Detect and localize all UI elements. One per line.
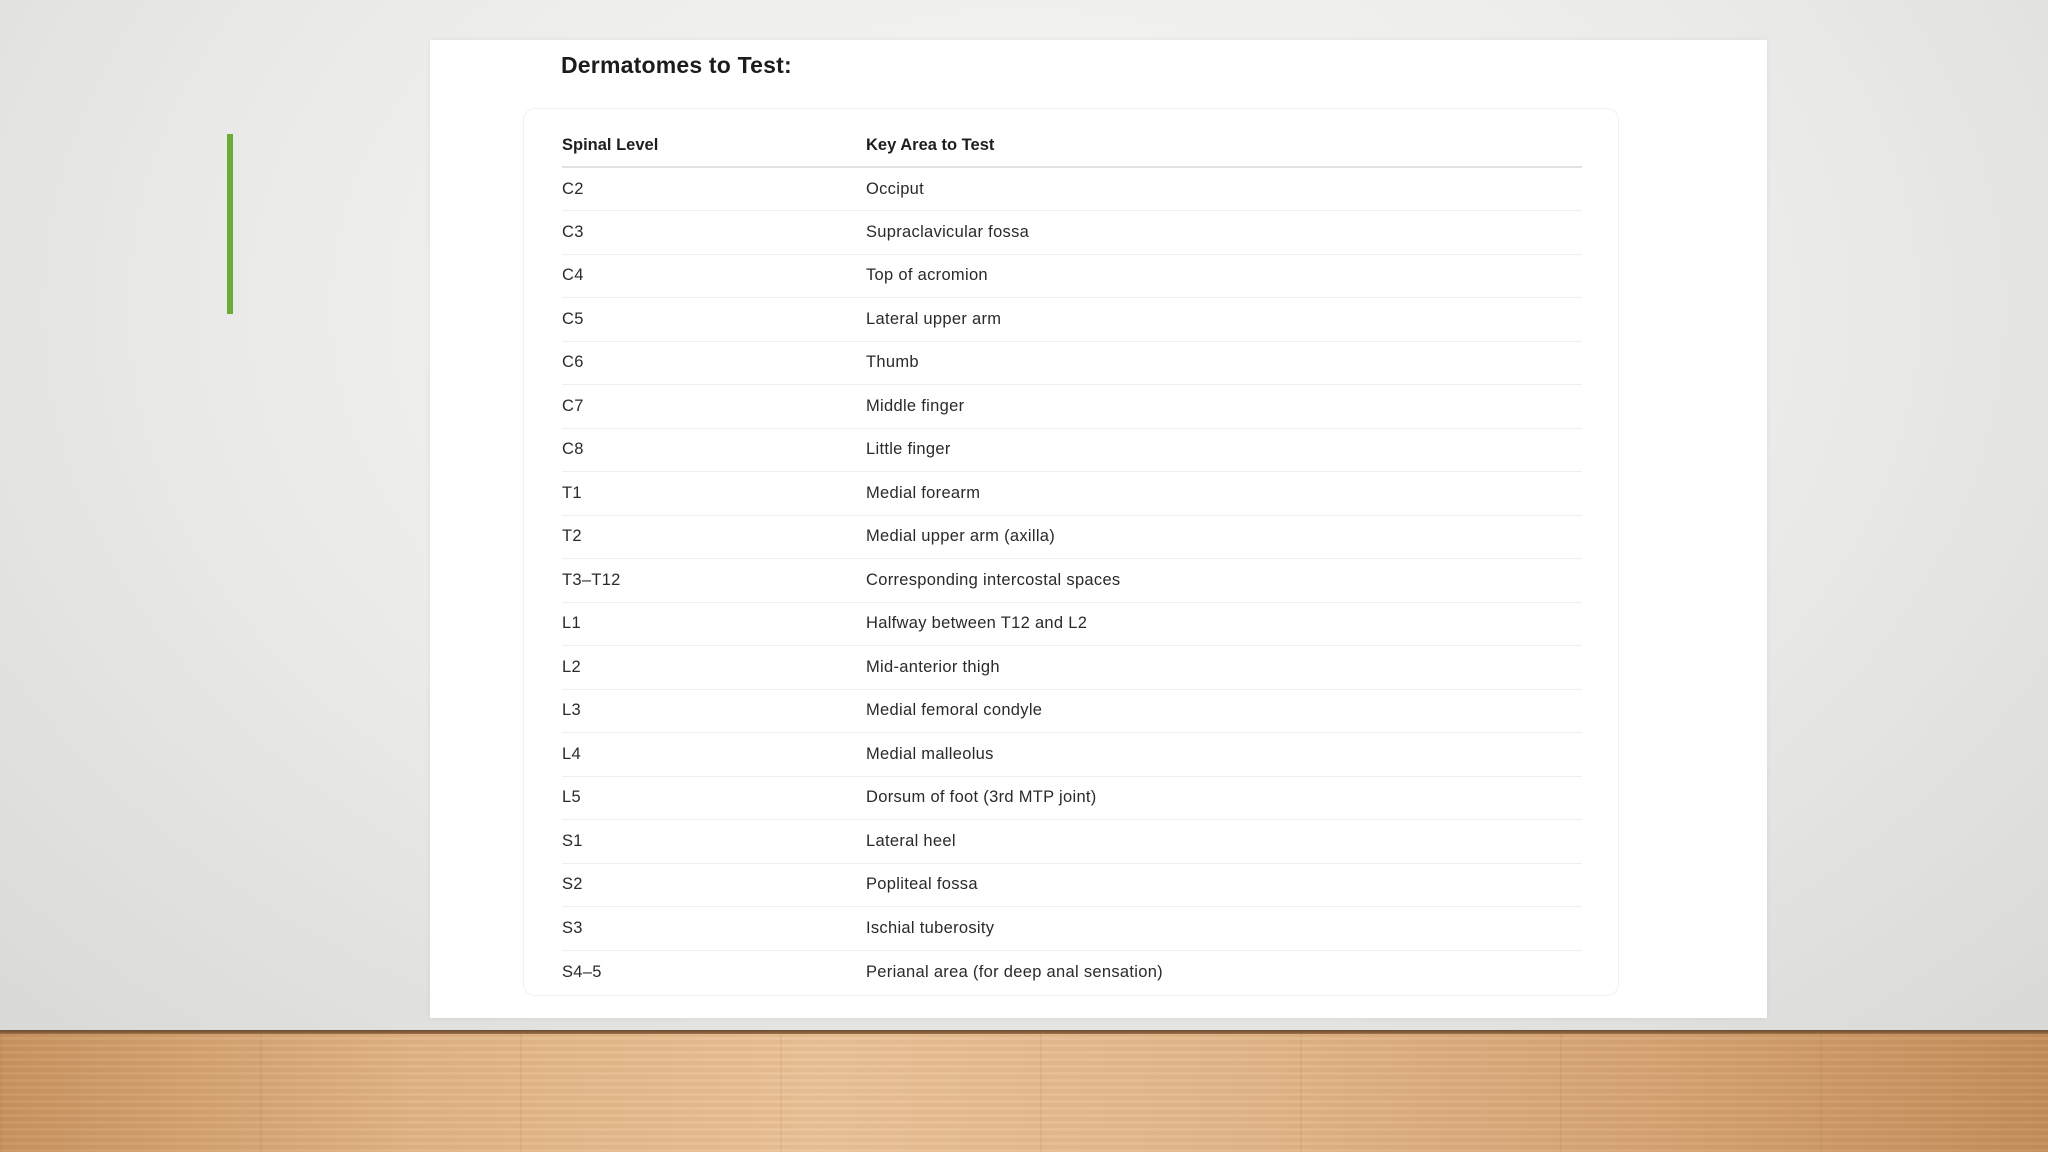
slide-heading: Dermatomes to Test: xyxy=(561,52,792,78)
slide-content xyxy=(430,40,1767,1018)
key-area-cell: Medial upper arm (axilla) xyxy=(866,515,1582,559)
table-row xyxy=(562,211,1582,255)
table-row xyxy=(562,385,1582,429)
key-area-cell: Mid-anterior thigh xyxy=(866,646,1582,690)
spinal-level-cell: T1 xyxy=(562,472,866,516)
table-header-row xyxy=(562,125,1582,167)
key-area-cell: Halfway between T12 and L2 xyxy=(866,602,1582,646)
spinal-level-cell: L2 xyxy=(562,646,866,690)
table-row xyxy=(562,820,1582,864)
key-area-cell: Top of acromion xyxy=(866,254,1582,298)
key-area-cell: Supraclavicular fossa xyxy=(866,211,1582,255)
table-row xyxy=(562,733,1582,777)
spinal-level-cell: C4 xyxy=(562,254,866,298)
table-row xyxy=(562,950,1582,994)
accent-bar xyxy=(227,134,233,314)
spinal-level-cell: T3–T12 xyxy=(562,559,866,603)
spinal-level-cell: L4 xyxy=(562,733,866,777)
table-row xyxy=(562,559,1582,603)
spinal-level-cell: C5 xyxy=(562,298,866,342)
key-area-cell: Lateral heel xyxy=(866,820,1582,864)
key-area-cell: Little finger xyxy=(866,428,1582,472)
key-area-cell: Thumb xyxy=(866,341,1582,385)
key-area-cell: Ischial tuberosity xyxy=(866,907,1582,951)
key-area-cell: Medial forearm xyxy=(866,472,1582,516)
column-header-spinal-level: Spinal Level xyxy=(562,125,866,167)
spinal-level-cell: C7 xyxy=(562,385,866,429)
key-area-cell: Dorsum of foot (3rd MTP joint) xyxy=(866,776,1582,820)
key-area-cell: Medial malleolus xyxy=(866,733,1582,777)
key-area-cell: Occiput xyxy=(866,167,1582,211)
spinal-level-cell: S3 xyxy=(562,907,866,951)
table-row xyxy=(562,298,1582,342)
key-area-cell: Corresponding intercostal spaces xyxy=(866,559,1582,603)
table-row xyxy=(562,428,1582,472)
spinal-level-cell: S4–5 xyxy=(562,962,602,981)
table-row xyxy=(562,472,1582,516)
spinal-level-cell: C8 xyxy=(562,428,866,472)
spinal-level-cell: C2 xyxy=(562,167,866,211)
dermatome-table xyxy=(562,125,1582,994)
table-row xyxy=(562,689,1582,733)
spinal-level-cell: L5 xyxy=(562,776,866,820)
key-area-cell: Medial femoral condyle xyxy=(866,689,1582,733)
key-area-cell: Lateral upper arm xyxy=(866,298,1582,342)
spinal-level-cell: C3 xyxy=(562,211,866,255)
table-row xyxy=(562,907,1582,951)
key-area-cell: Middle finger xyxy=(866,385,1582,429)
spinal-level-cell: L3 xyxy=(562,689,866,733)
table-row xyxy=(562,646,1582,690)
table-card xyxy=(523,108,1619,996)
table-row xyxy=(562,167,1582,211)
table-row xyxy=(562,515,1582,559)
spinal-level-cell: C6 xyxy=(562,341,866,385)
table-row xyxy=(562,602,1582,646)
table-row xyxy=(562,341,1582,385)
spinal-level-cell: L1 xyxy=(562,602,866,646)
key-area-cell: Perianal area (for deep anal sensation) xyxy=(866,962,1163,981)
table-row xyxy=(562,863,1582,907)
table-row xyxy=(562,776,1582,820)
table-row xyxy=(562,254,1582,298)
spinal-level-cell: S1 xyxy=(562,820,866,864)
spinal-level-cell: T2 xyxy=(562,515,866,559)
wood-floor xyxy=(0,1030,2048,1152)
column-header-key-area: Key Area to Test xyxy=(866,125,1582,167)
spinal-level-cell: S2 xyxy=(562,863,866,907)
key-area-cell: Popliteal fossa xyxy=(866,863,1582,907)
